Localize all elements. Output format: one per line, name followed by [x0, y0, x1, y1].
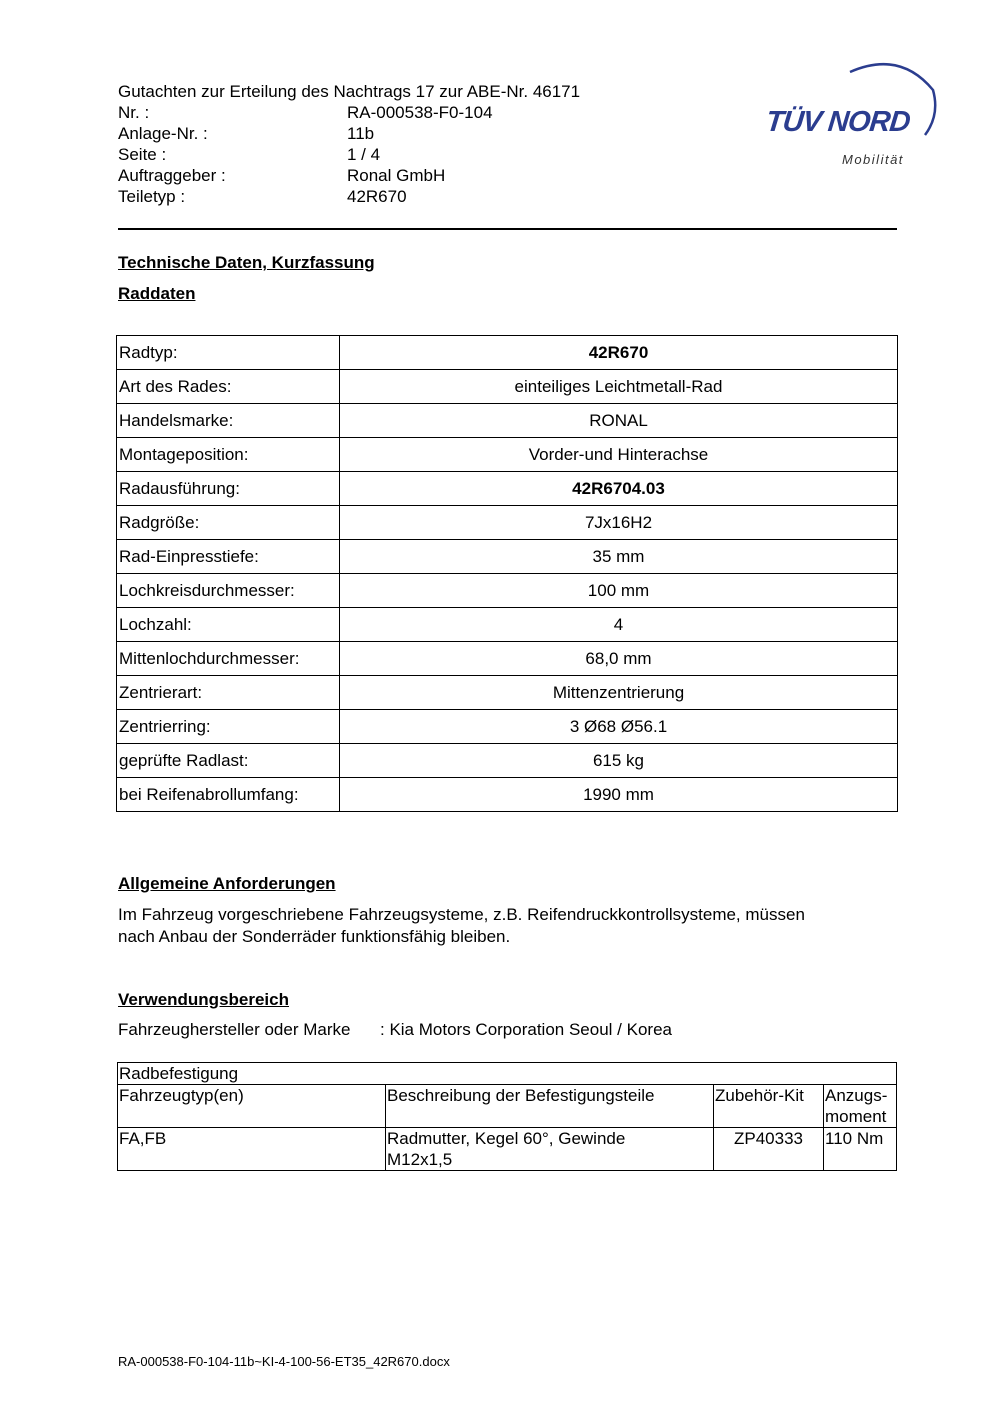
- wheel-value-cell: 3 Ø68 Ø56.1: [340, 710, 898, 744]
- section-verw-heading: Verwendungsbereich: [118, 990, 289, 1009]
- hersteller-line: [118, 1019, 672, 1041]
- table-row: [117, 710, 898, 744]
- wheel-value-cell: einteiliges Leichtmetall-Rad: [340, 370, 898, 404]
- mount-desc-line2: M12x1,5: [387, 1150, 453, 1169]
- wheel-label-cell: Radausführung:: [117, 472, 340, 506]
- table-row: [117, 608, 898, 642]
- wheel-value-cell: 615 kg: [340, 744, 898, 778]
- wheel-label-cell: bei Reifenabrollumfang:: [117, 778, 340, 812]
- table-row: [117, 744, 898, 778]
- header-key: Teiletyp :: [118, 187, 186, 206]
- mount-header-cell-torque: [824, 1085, 897, 1128]
- table-row: [117, 642, 898, 676]
- document-title: Gutachten zur Erteilung des Nachtrags 17 zur ABE-Nr. 46171: [118, 82, 581, 101]
- wheel-label-cell: Lochkreisdurchmesser:: [117, 574, 340, 608]
- mount-cell-type: FA,FB: [118, 1128, 386, 1171]
- wheel-label-cell: Montageposition:: [117, 438, 340, 472]
- wheel-value-cell: 68,0 mm: [340, 642, 898, 676]
- mount-header-cell: Zubehör-Kit: [714, 1085, 824, 1128]
- wheel-label-cell: geprüfte Radlast:: [117, 744, 340, 778]
- header-value: 1 / 4: [347, 145, 381, 164]
- wheel-value-cell: 1990 mm: [340, 778, 898, 812]
- hersteller-label: Fahrzeughersteller oder Marke: [118, 1020, 351, 1039]
- wheel-label-cell: Art des Rades:: [117, 370, 340, 404]
- header-value: 42R670: [347, 187, 407, 206]
- section-allg-heading: Allgemeine Anforderungen: [118, 874, 336, 893]
- table-row: [117, 370, 898, 404]
- wheel-label-cell: Radgröße:: [117, 506, 340, 540]
- wheel-value-cell: 7Jx16H2: [340, 506, 898, 540]
- section-tech-heading: Technische Daten, Kurzfassung: [118, 253, 375, 272]
- mount-cell-kit: ZP40333: [714, 1128, 824, 1171]
- wheel-value-cell: 42R670: [340, 336, 898, 370]
- mount-header-cell: Fahrzeugtyp(en): [118, 1085, 386, 1128]
- table-row: [118, 1128, 897, 1171]
- header-field-teiletyp: [118, 186, 407, 207]
- wheel-label-cell: Zentrierring:: [117, 710, 340, 744]
- table-row: [117, 574, 898, 608]
- mount-desc-line1: Radmutter, Kegel 60°, Gewinde: [387, 1129, 626, 1148]
- mount-header-torque-2: moment: [825, 1107, 887, 1126]
- footer-filename: RA-000538-F0-104-11b~KI-4-100-56-ET35_42R670.docx: [118, 1354, 450, 1369]
- section-raddaten-heading: Raddaten: [118, 284, 196, 303]
- table-row: [117, 404, 898, 438]
- mounting-table: [117, 1062, 897, 1171]
- wheel-value-cell: 100 mm: [340, 574, 898, 608]
- wheel-label-cell: Rad-Einpresstiefe:: [117, 540, 340, 574]
- wheel-value-cell: 42R6704.03: [340, 472, 898, 506]
- allg-text-line2: nach Anbau der Sonderräder funktionsfähig bleiben.: [118, 927, 511, 946]
- table-row: [117, 336, 898, 370]
- allg-text-line1: Im Fahrzeug vorgeschriebene Fahrzeugsysteme, z.B. Reifendruckkontrollsysteme, müssen: [118, 905, 805, 924]
- hersteller-value: : Kia Motors Corporation Seoul / Korea: [380, 1020, 672, 1039]
- mount-title: Radbefestigung: [118, 1063, 897, 1085]
- wheel-value-cell: Mittenzentrierung: [340, 676, 898, 710]
- logo-brand: TÜV NORD: [764, 106, 912, 138]
- header-key: Nr. :: [118, 103, 150, 122]
- wheel-value-cell: 4: [340, 608, 898, 642]
- header-key: Auftraggeber :: [118, 166, 226, 185]
- mount-header-cell: Beschreibung der Befestigungsteile: [386, 1085, 714, 1128]
- header-value: 11b: [347, 124, 375, 143]
- wheel-label-cell: Lochzahl:: [117, 608, 340, 642]
- wheel-value-cell: Vorder-und Hinterachse: [340, 438, 898, 472]
- header-value: RA-000538-F0-104: [347, 103, 493, 122]
- table-row: [117, 676, 898, 710]
- mount-title-row: [118, 1063, 897, 1085]
- table-row: [117, 472, 898, 506]
- header-field-auftraggeber: [118, 165, 445, 186]
- wheel-label-cell: Mittenlochdurchmesser:: [117, 642, 340, 676]
- table-row: [117, 540, 898, 574]
- table-row: [117, 438, 898, 472]
- wheel-value-cell: RONAL: [340, 404, 898, 438]
- header-field-anlage: [118, 123, 374, 144]
- wheel-label-cell: Handelsmarke:: [117, 404, 340, 438]
- wheel-label-cell: Radtyp:: [117, 336, 340, 370]
- header-field-nr: [118, 102, 493, 123]
- mount-header-torque-1: Anzugs-: [825, 1086, 888, 1105]
- header-key: Seite :: [118, 145, 167, 164]
- table-row: [117, 778, 898, 812]
- wheel-data-table: [116, 335, 898, 812]
- header-field-seite: [118, 144, 380, 165]
- header-value: Ronal GmbH: [347, 166, 446, 185]
- table-row: [117, 506, 898, 540]
- header-key: Anlage-Nr. :: [118, 124, 208, 143]
- mount-header-row: [118, 1085, 897, 1128]
- wheel-value-cell: 35 mm: [340, 540, 898, 574]
- logo-sub: Mobilität: [842, 152, 904, 167]
- mount-cell-torque: 110 Nm: [824, 1128, 897, 1171]
- mount-cell-desc: [386, 1128, 714, 1171]
- header-divider: [118, 228, 897, 230]
- wheel-label-cell: Zentrierart:: [117, 676, 340, 710]
